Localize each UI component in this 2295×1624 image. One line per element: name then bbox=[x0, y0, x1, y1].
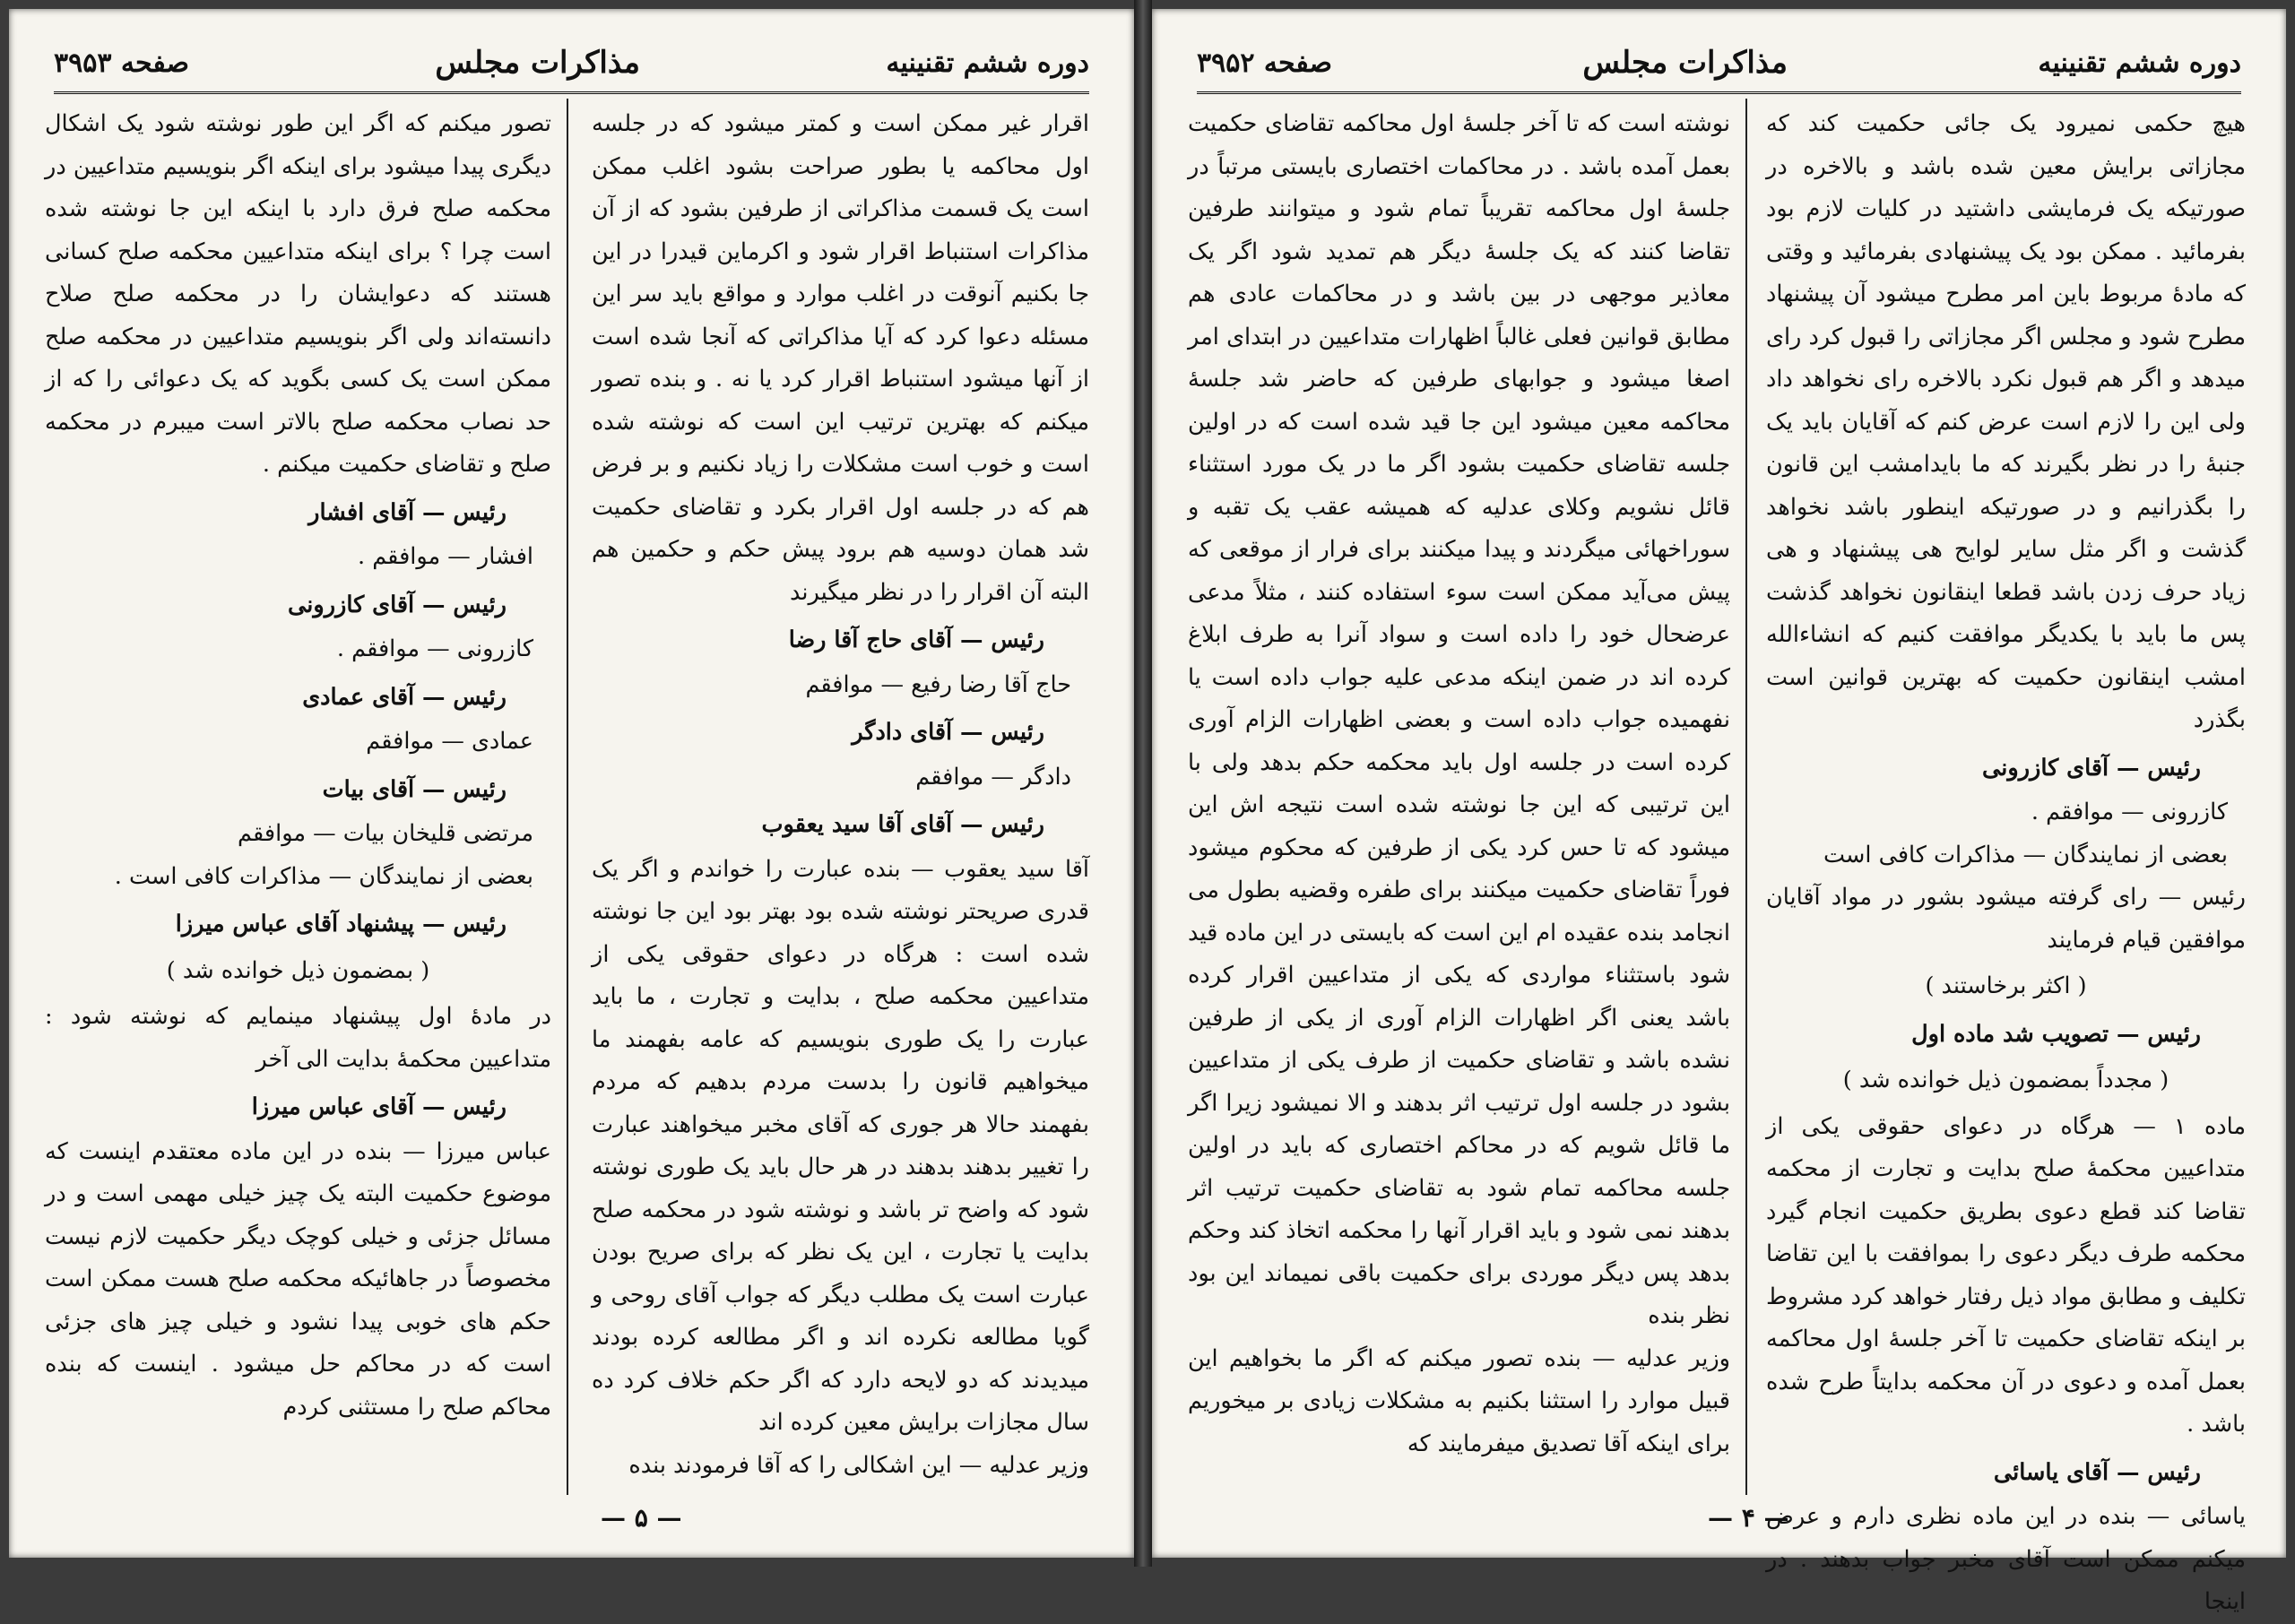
paragraph: مرتضی قلیخان بیات — موافقم bbox=[238, 820, 533, 847]
text-column-right bbox=[1766, 103, 2246, 1615]
procedural-note: ( بمضمون ذیل خوانده شد ) bbox=[166, 956, 430, 984]
page-footer: — ۴ — bbox=[1708, 1503, 1789, 1533]
speaker-line: رئیس — آقای کازرونی bbox=[288, 591, 507, 618]
procedural-note: ( اکثر برخاستند ) bbox=[1925, 972, 2087, 999]
left-page bbox=[9, 9, 1134, 1558]
header-session: دوره ششم تقنینیه bbox=[886, 47, 1089, 79]
right-page bbox=[1152, 9, 2286, 1615]
procedural-note: ( مجدداً بمضمون ذیل خوانده شد ) bbox=[1842, 1067, 2169, 1093]
book-spine bbox=[1134, 0, 1152, 1567]
header-rule bbox=[1197, 91, 2241, 94]
paragraph: نوشته است که تا آخر جلسهٔ اول محاکمه تقاضای حکمیت بعمل آمده باشد . در محاکمات اختصاری بایستی مرتباً در جلسهٔ اول محاکمه تقریباً تمام شود و میتوانند طرفین تقاضا کنند که یک جلسهٔ دیگر هم تمدید شود اگر یک معاذیر موجهی در بین باشد و در محاکمات عادی هم مطابق قوانین فعلی غالباً اظهارات متداعیین در ابتدای امر اصغا میشود و جوابهای طرفین که حاضر شد جلسهٔ محاکمه معین میشود این جا قید شده است که در اولین جلسه تقاضای حکمیت بشود اگر ما در یک مورد استثناء قائل نشویم وکلای عدلیه که همیشه عقب یک تقبه و سوراخهائی میگردند و پیدا میکنند برای فرار از موقعی که پیش می‌آید ممکن است سوء استفاده کنند ، مثلاً مدعی عرضحال خود را داده است و سواد آنرا به طرف ابلاغ کرده اند در ضمن اینکه مدعی علیه جواب داده است یا نفهمیده جواب داده است و بعضی اظهارات الزام آوری کرده است در جلسه اول باید محکمه حکم بدهد ولی با این ترتیبی که این جا نوشته شده است نتیجه اش این میشود که تا حس کرد یکی از طرفین که محکوم میشود فوراً تقاضای حکمیت میکنند برای طفره وقضیه بطول می انجامد بنده عقیده ام این است که بایستی در این ماده قید شود باستثناء مواردی که یکی از متداعیین اقرار کرده باشد یعنی اگر اظهارات الزام آوری از یکی از طرفین نشده باشد و تقاضای حکمیت از طرف یکی از متداعیین بشود در جلسه اول ترتیب اثر بدهند و الا نمیشود زیرا اگر ما قائل شویم که در محاکم اختصاری که باید در اولین جلسه محاکمه تمام شود به تقاضای حکمیت ترتیب اثر بدهند نمی شود و باید اقرار آنها را محکمه اتخاذ کند وحکم بدهد پس دیگر موردی برای حکمیت باقی نمیماند این بود نظر بنده bbox=[1188, 110, 1730, 1329]
paragraph: آقا سید یعقوب — بنده عبارت را خواندم و اگر یک قدری صریحتر نوشته شده بود بهتر بود این جا نوشته شده است : هرگاه در دعوای حقوقی یکی از متداعیین محکمه صلح ، بدایت و تجارت ، ما باید عبارت را یک طوری بنویسیم که عامه بفهمند ما میخواهیم قانون را بدست مردم بدهیم که مردم بفهمند حالا هر جوری که آقای مخبر میخواهند عبارت را تغییر بدهند بدهند در هر حال باید یک طوری نوشته شود که واضح تر باشد و نوشته شود در محکمه صلح بدایت یا تجارت ، این یک نظر که برای صریح بودن عبارت است یک مطلب دیگر که جواب آقای روحی و گویا مطالعه نکرده اند و اگر مطالعه کرده بودند میدیدند که دو لایحه دارد که اگر حکم خلاف کرد ده سال مجازات برایش معین کرده اند bbox=[592, 855, 1089, 1436]
page-footer: — ۵ — bbox=[601, 1503, 682, 1533]
header-session: دوره ششم تقنینیه bbox=[2038, 47, 2241, 79]
paragraph: بعضی از نمایندگان — مذاکرات کافی است bbox=[1823, 841, 2228, 868]
paragraph: هیچ حکمی نمیرود یک جائی حکمیت کند که مجازاتی برایش معین شده باشد و بالاخره در صورتیکه یک فرمایشی داشتید در کلیات لازم بود بفرمائید . ممکن بود یک پیشنهادی بفرمائید و وقتی که مادهٔ مربوط باین امر مطرح میشود آن پیشنهاد مطرح شود و مجلس اگر مجازاتی را قبول کرد رای میدهد و اگر هم قبول نکرد بالاخره رای نخواهد داد ولی این را لازم است عرض کنم که آقایان باید یک جنبهٔ را در نظر بگیرند که ما بایدامشب این قانون را بگذرانیم و در صورتیکه اینطور باشد نخواهد گذشت و اگر مثل سایر لوایح هی پیشنهاد و هی زیاد حرف زدن باشد قطعا اینقانون نخواهد گذشت پس ما باید با یکدیگر موافقت کنیم که انشاءالله امشب اینقانون حکمیت که بهترین قوانین است بگذرد bbox=[1766, 110, 2246, 733]
column-divider bbox=[567, 99, 568, 1495]
paragraph: کازرونی — موافقم . bbox=[336, 635, 533, 662]
paragraph: عباس میرزا — بنده در این ماده معتقدم اینست که موضوع حکمیت البته یک چیز خیلی مهمی است و در مسائل جزئی و خیلی کوچک دیگر حکمیت لازم نیست مخصوصاً در جاهائیکه محکمه صلح هست ممکن است حکم های خوبی پیدا نشود و خیلی چیز های جزئی است که در محاکم حل میشود . اینست که بنده محاکم صلح را مستثنی کردم bbox=[45, 1137, 551, 1421]
paragraph: بعضی از نمایندگان — مذاکرات کافی است . bbox=[114, 862, 533, 890]
speaker-line: رئیس — آقای آقا سید یعقوب bbox=[761, 811, 1044, 838]
header-rule bbox=[54, 91, 1089, 94]
paragraph: ماده ۱ — هرگاه در دعوای حقوقی یکی از متداعیین محکمهٔ صلح بدایت و تجارت از محکمه تقاضا کند قطع دعوی بطریق حکمیت انجام گیرد محکمه طرف دیگر دعوی را بموافقت با این تقاضا تکلیف و مطابق مواد ذیل رفتار خواهد کرد مشروط بر اینکه تقاضای حکمیت تا آخر جلسهٔ اول محاکمه بعمل آمده و دعوی در آن محکمه بدایتاً طرح شده باشد . bbox=[1766, 1112, 2246, 1438]
paragraph: حاج آقا رضا رفیع — موافقم bbox=[805, 670, 1071, 698]
speaker-line: رئیس — پیشنهاد آقای عباس میرزا bbox=[175, 911, 507, 937]
paragraph: وزیر عدلیه — بنده تصور میکنم که اگر ما بخواهیم این قبیل موارد را استثنا بکنیم به مشکلات زیادی بر میخوریم برای اینکه آقا تصدیق میفرمایند که bbox=[1188, 1344, 1730, 1457]
header-title: مذاکرات مجلس bbox=[435, 45, 640, 81]
speaker-line: رئیس — آقای عباس میرزا bbox=[251, 1093, 507, 1120]
speaker-line: رئیس — آقای حاج آقا رضا bbox=[788, 626, 1044, 653]
paragraph: یاسائی — بنده در این ماده نظری دارم و عرض میکنم ممکن است آقای مخبر جواب بدهند . در اینجا bbox=[1766, 1503, 2246, 1615]
speaker-line: رئیس — آقای یاسائی bbox=[1993, 1458, 2201, 1486]
text-column-left bbox=[45, 103, 551, 1495]
speaker-line: رئیس — آقای دادگر bbox=[852, 719, 1044, 746]
paragraph: وزیر عدلیه — این اشکالی را که آقا فرمودند بنده bbox=[628, 1451, 1089, 1479]
speaker-line: رئیس — آقای عمادی bbox=[302, 683, 507, 711]
header-page-number: صفحه ۳۹۵۳ bbox=[54, 47, 189, 79]
column-divider bbox=[1745, 99, 1747, 1495]
speaker-line: رئیس — آقای افشار bbox=[308, 498, 507, 526]
text-column-right bbox=[592, 103, 1089, 1495]
paragraph: تصور میکنم که اگر این طور نوشته شود یک اشکال دیگری پیدا میشود برای اینکه اگر بنویسیم متداعیین در محکمه صلح فرق دارد با اینکه این جا نوشته شده است چرا ؟ برای اینکه متداعیین محکمه صلح کسانی هستند که دعوایشان را در محکمه صلح صلاح دانسته‌اند ولی اگر بنویسیم متداعیین در محکمه صلح ممکن است یک کسی بگوید که یک دعوائی را که از حد نصاب محکمه صلح بالاتر است میبرم در محکمه صلح و تقاضای حکمیت میکنم . bbox=[45, 110, 551, 478]
paragraph: در مادهٔ اول پیشنهاد مینمایم که نوشته شود : متداعیین محکمهٔ بدایت الی آخر bbox=[45, 1003, 551, 1073]
speaker-line: رئیس — آقای بیات bbox=[322, 775, 507, 803]
paragraph: دادگر — موافقم bbox=[915, 763, 1071, 790]
paragraph: رئیس — رای گرفته میشود بشور در مواد آقایان موافقین قیام فرمایند bbox=[1766, 884, 2246, 954]
paragraph: اقرار غیر ممکن است و کمتر میشود که در جلسه اول محاکمه یا بطور صراحت بشود اغلب ممکن است یک قسمت مذاکراتی از طرفین بشود که از آن مذاکرات استنباط اقرار شود و اکرماین قیدرا در این جا بکنیم آنوقت در اغلب موارد و مواقع باید سر این مسئله دعوا کرد که آیا مذاکراتی که آنجا شده است از آنها میشود استنباط اقرار کرد یا نه . و بنده تصور میکنم که بهترین ترتیب این است که نوشته شده است و خوب است مشکلات را زیاد نکنیم و بر فرض هم که در جلسه اول اقرار بکرد و تقاضای حکمیت شد همان دوسیه هم برود پیش حکم و حکمین هم البته آن اقرار را در نظر میگیرند bbox=[592, 110, 1089, 606]
header-page-number: صفحه ۳۹۵۲ bbox=[1197, 47, 1332, 79]
page-header bbox=[1197, 36, 2241, 90]
speaker-line: رئیس — تصویب شد ماده اول bbox=[1911, 1020, 2201, 1048]
header-title: مذاکرات مجلس bbox=[1582, 45, 1788, 81]
page-header bbox=[54, 36, 1089, 90]
text-column-left bbox=[1188, 103, 1730, 1495]
paragraph: عمادی — موافقم bbox=[366, 728, 533, 755]
paragraph: افشار — موافقم . bbox=[357, 543, 533, 570]
speaker-line: رئیس — آقای کازرونی bbox=[1982, 754, 2201, 782]
paragraph: کازرونی — موافقم . bbox=[2031, 799, 2228, 825]
